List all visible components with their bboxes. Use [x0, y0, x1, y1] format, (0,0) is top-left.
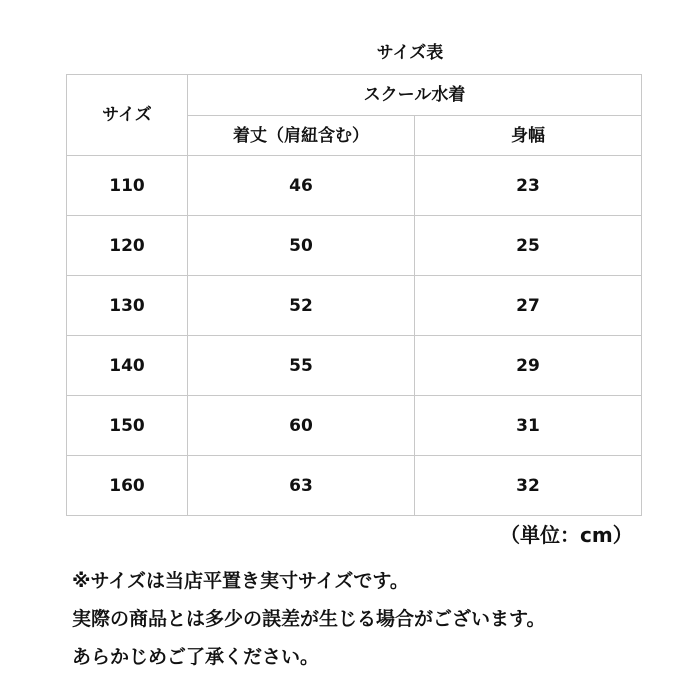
width-cell: 27	[415, 276, 642, 336]
note-line: ※サイズは当店平置き実寸サイズです。	[72, 570, 409, 592]
size-cell: 120	[67, 216, 188, 276]
page-title: サイズ表	[376, 43, 444, 63]
note-line: あらかじめご了承ください。	[72, 646, 320, 668]
width-cell: 32	[415, 456, 642, 516]
length-cell: 52	[188, 276, 415, 336]
table-header-row	[67, 75, 642, 116]
length-cell: 60	[188, 396, 415, 456]
notes	[72, 562, 682, 676]
length-column-header: 着丈（肩紐含む）	[188, 116, 415, 156]
table-row	[67, 216, 642, 276]
width-column-header: 身幅	[415, 116, 642, 156]
size-cell: 130	[67, 276, 188, 336]
group-header: スクール水着	[188, 75, 642, 116]
length-cell: 55	[188, 336, 415, 396]
width-cell: 25	[415, 216, 642, 276]
note-line: 実際の商品とは多少の誤差が生じる場合がございます。	[72, 608, 546, 630]
length-cell: 50	[188, 216, 415, 276]
length-cell: 46	[188, 156, 415, 216]
size-column-header: サイズ	[67, 75, 188, 156]
table-row	[67, 396, 642, 456]
table-row	[67, 456, 642, 516]
table-row	[67, 336, 642, 396]
width-cell: 23	[415, 156, 642, 216]
size-cell: 150	[67, 396, 188, 456]
table-row	[67, 156, 642, 216]
size-cell: 110	[67, 156, 188, 216]
size-cell: 140	[67, 336, 188, 396]
table-row	[67, 276, 642, 336]
size-cell: 160	[67, 456, 188, 516]
width-cell: 29	[415, 336, 642, 396]
size-table	[66, 74, 642, 516]
width-cell: 31	[415, 396, 642, 456]
length-cell: 63	[188, 456, 415, 516]
unit-label: （単位：cm）	[500, 523, 633, 547]
